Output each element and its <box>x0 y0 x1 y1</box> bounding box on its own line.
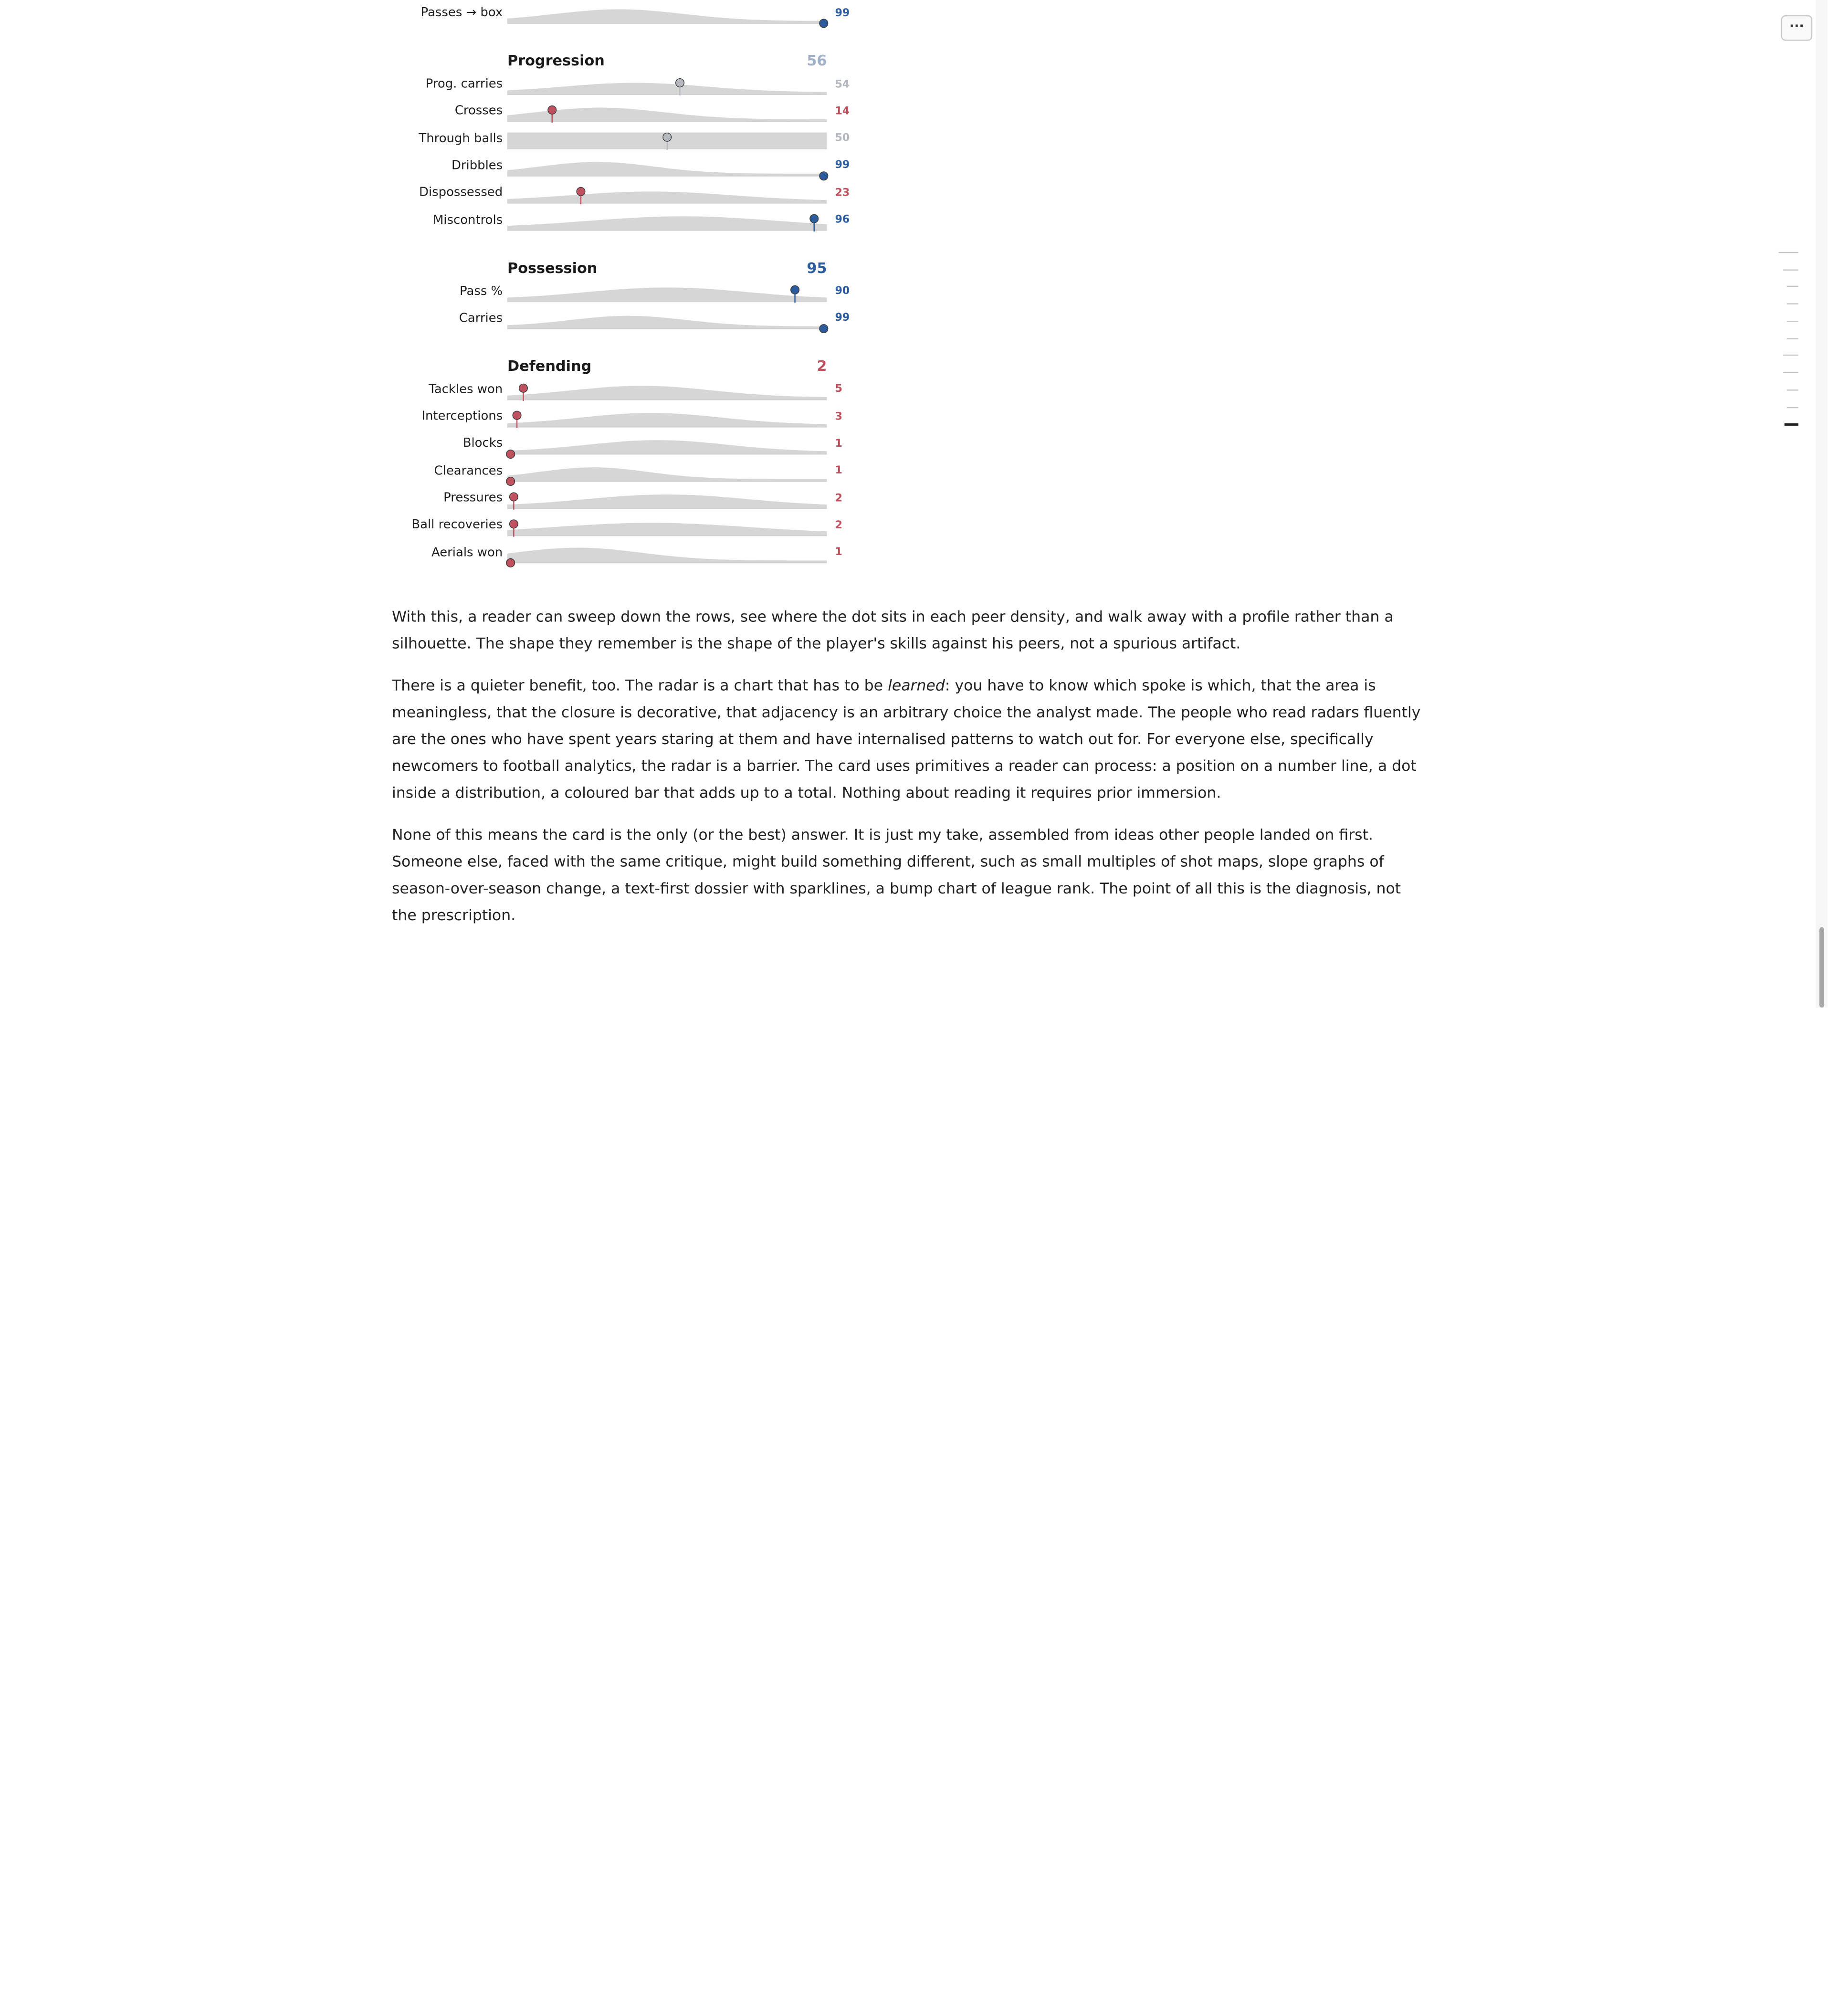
metric-label: Crosses <box>454 104 503 118</box>
emphasis-learned: learned <box>888 677 945 695</box>
toc-marker[interactable] <box>1783 269 1798 270</box>
density-curve <box>507 10 827 23</box>
more-options-button[interactable]: ··· <box>1781 15 1812 41</box>
section-score: 95 <box>807 258 827 276</box>
percentile-value: 3 <box>835 411 842 423</box>
density-curve <box>507 191 827 203</box>
percentile-dot <box>819 325 828 333</box>
metric-label: Miscontrols <box>432 212 503 227</box>
percentile-value: 54 <box>835 78 850 91</box>
metric-label: Prog. carries <box>425 77 503 91</box>
percentile-dot <box>819 172 828 180</box>
toc-marker[interactable] <box>1787 321 1798 322</box>
percentile-value: 99 <box>835 313 850 325</box>
percentile-dot <box>510 520 518 528</box>
metric-label: Blocks <box>462 436 503 451</box>
article-paragraph-1: With this, a reader can sweep down the rows, see where the dot sits in each peer density, and walk away with a profile rather than a silhouette. The shape they remember is the shape of the player's skills against his peers, not a spurious artifact. <box>392 609 1394 653</box>
scrollbar-thumb[interactable] <box>1819 927 1824 1008</box>
percentile-value: 14 <box>835 105 850 118</box>
percentile-value: 90 <box>835 285 850 298</box>
density-curve <box>507 83 827 94</box>
percentile-dot <box>548 106 557 115</box>
article-paragraph-2: There is a quieter benefit, too. The radar is a chart that has to be learned: you have to know which spoke is which, that the area is meaningless, that the closure is decorative, that adjacency is an arbitrary choice the analyst made. The people who read radars fluently are the ones who have spent years staring at them and have internalised patterns to watch out for. For everyone else, specifically newcomers to football analytics, the radar is a barrier. The card uses primitives a reader can process: a position on a number line, a dot inside a distribution, a coloured bar that adds up to a total. Nothing about reading it requires prior immersion. <box>392 677 1421 803</box>
percentile-value: 99 <box>835 160 850 172</box>
percentile-value: 2 <box>835 520 842 532</box>
toc-marker[interactable] <box>1787 389 1798 390</box>
metric-label: Pressures <box>443 491 503 505</box>
metric-label: Dribbles <box>451 158 503 173</box>
percentile-dot <box>506 558 515 567</box>
percentile-value: 1 <box>835 547 842 559</box>
metric-label: Ball recoveries <box>411 518 503 533</box>
percentile-dot <box>676 79 684 87</box>
percentile-dot <box>577 187 585 196</box>
density-curve <box>507 440 827 454</box>
section-title: Defending <box>507 357 592 374</box>
metric-label: Carries <box>459 311 503 326</box>
percentile-dot <box>506 477 515 486</box>
percentile-value: 5 <box>835 384 842 396</box>
percentile-dot <box>819 19 828 28</box>
toc-marker[interactable] <box>1783 372 1798 373</box>
density-curve <box>507 467 827 481</box>
metric-label: Through balls <box>419 131 503 146</box>
article-paragraph-3: None of this means the card is the only (or the best) answer. It is just my take, assembled from ideas other people landed on first. Someone else, faced with the same critique, might build something different, such as small multiples of shot maps, slope graphs of season-over-season change, a text-first dossier with sparklines, a bump chart of league rank. The point of all this is the diagnosis, not the prescription. <box>392 827 1401 925</box>
percentile-value: 2 <box>835 493 842 504</box>
toc-marker[interactable] <box>1783 355 1798 356</box>
density-curve <box>507 523 827 536</box>
scrollbar-track[interactable] <box>1816 0 1828 1008</box>
section-score: 56 <box>807 51 827 69</box>
percentile-dot <box>810 214 819 223</box>
percentile-dot <box>519 384 528 392</box>
metric-label: Pass % <box>460 284 503 298</box>
percentile-value: 99 <box>835 7 850 20</box>
toc-marker[interactable] <box>1787 407 1798 408</box>
percentile-dot <box>663 133 672 142</box>
percentile-value: 96 <box>835 214 850 227</box>
percentile-dot <box>791 285 799 294</box>
metric-label: Passes → box <box>420 6 503 20</box>
toc-marker[interactable] <box>1778 252 1798 253</box>
density-curve <box>507 548 827 563</box>
density-curve <box>507 162 827 176</box>
density-curve <box>507 287 827 301</box>
density-curve <box>507 413 827 427</box>
metric-label: Tackles won <box>429 382 503 397</box>
toc-marker[interactable] <box>1787 286 1798 287</box>
percentile-dot <box>513 411 521 420</box>
metric-label: Dispossessed <box>419 185 503 200</box>
section-title: Possession <box>507 258 598 276</box>
toc-marker[interactable] <box>1787 338 1798 339</box>
density-curve <box>507 216 827 230</box>
percentile-value: 1 <box>835 438 842 450</box>
percentile-dot <box>510 493 518 501</box>
section-score: 2 <box>817 357 827 374</box>
percentile-value: 23 <box>835 187 850 200</box>
density-curve <box>507 494 827 508</box>
percentile-value: 50 <box>835 133 850 145</box>
toc-marker[interactable] <box>1787 303 1798 304</box>
metric-label: Clearances <box>434 463 503 478</box>
density-curve <box>507 386 827 399</box>
percentile-value: 1 <box>835 465 842 477</box>
density-curve <box>507 316 827 329</box>
metric-label: Aerials won <box>431 545 503 559</box>
percentile-dot <box>506 450 515 459</box>
metric-label: Interceptions <box>421 409 503 424</box>
section-title: Progression <box>507 51 605 69</box>
toc-marker-active[interactable] <box>1785 423 1798 426</box>
